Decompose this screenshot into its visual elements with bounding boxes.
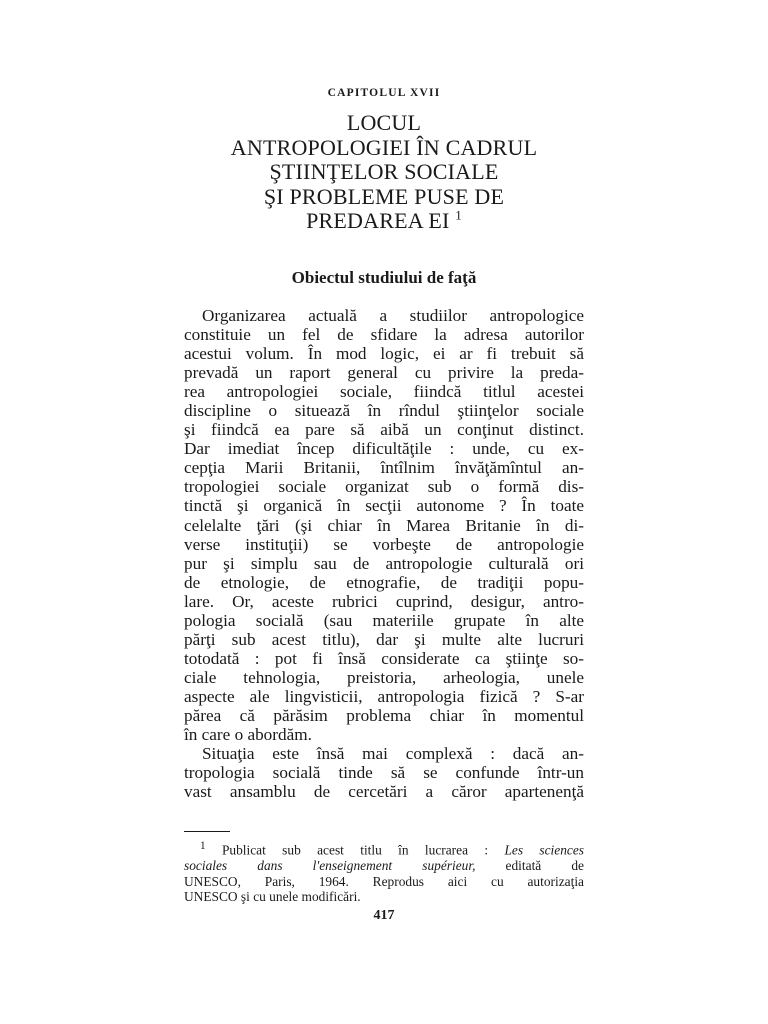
chapter-label: CAPITOLUL XVII	[327, 87, 441, 99]
text-line: verse instituţii) se vorbeşte de antropologie	[184, 534, 584, 554]
footnote-line-3: UNESCO, Paris, 1964. Reprodus aici cu autorizaţia	[184, 873, 584, 889]
text-line: tropologia socială tinde să se confunde într-un	[184, 763, 584, 783]
footnote	[184, 839, 584, 905]
text-line: de etnologie, de etnografie, de tradiţii popu-	[184, 572, 584, 592]
text-line: cepţia Marii Britanii, întîlnim învăţămîntul an-	[184, 458, 584, 478]
title-line-4: ŞI PROBLEME PUSE DE	[263, 183, 505, 209]
footnote-marker: 1	[200, 840, 206, 852]
text-line: Dar imediat încep dificultăţile : unde, cu ex-	[184, 439, 584, 459]
text-line: prevadă un raport general cu privire la preda-	[184, 363, 584, 383]
text-line: tropologiei sociale organizat sub o formă dis-	[184, 477, 584, 497]
text-line: totodată : pot fi însă considerate ca ştiinţe so-	[184, 648, 584, 668]
footnote-line-4: UNESCO şi cu unele modificări.	[184, 889, 361, 905]
paragraph-1	[184, 306, 584, 744]
section-heading: Obiectul studiului de faţă	[291, 268, 477, 287]
title-line-5-text: PREDAREA EI	[306, 208, 450, 233]
text-line: rea antropologiei sociale, fiindcă titlul acestei	[184, 382, 584, 402]
text-line: acestui volum. În mod logic, ei ar fi trebuit să	[184, 344, 584, 364]
text-line: Situaţia este însă mai complexă : dacă an-	[202, 744, 584, 764]
page-number: 417	[373, 908, 395, 923]
footnote-italic-1: Les sciences	[504, 842, 585, 858]
text-line: aspecte ale lingvisticii, antropologia fizică ? S-ar	[184, 686, 584, 706]
paragraph-2	[184, 744, 584, 801]
text-line: discipline o situează în rîndul ştiinţelor sociale	[184, 401, 584, 421]
title-line-3: ŞTIINŢELOR SOCIALE	[269, 159, 499, 184]
body-text	[184, 306, 584, 801]
text-line: în care o abordăm.	[184, 725, 312, 745]
text-line: ciale tehnologia, preistoria, arheologia, unele	[184, 667, 584, 687]
text-line: părţi sub acest titlu), dar şi multe alte lucruri	[184, 629, 584, 649]
footnote-line-2	[184, 858, 584, 874]
text-line: şi fiindcă ea pare să aibă un conţinut distinct.	[184, 420, 584, 440]
text-line: Organizarea actuală a studiilor antropologice	[202, 306, 584, 325]
text-line: constituie un fel de sfidare la adresa autorilor	[184, 325, 584, 345]
text-line: celelalte ţări (şi chiar în Marea Britanie în di-	[184, 515, 584, 535]
footnote-line-1	[184, 839, 584, 858]
text-line: vast ansamblu de cercetări a căror apartenenţă	[184, 782, 584, 802]
text-line: tinctă şi organică în secţii autonome ? În toate	[184, 496, 584, 516]
title-line-5	[0, 209, 768, 234]
chapter-title	[0, 111, 768, 234]
text-line: lare. Or, aceste rubrici cuprind, desigur, antro-	[184, 591, 584, 611]
text-line: pologia socială (sau materiile grupate în alte	[184, 610, 584, 630]
text-line: părea că părăsim problema chiar în momentul	[184, 705, 584, 725]
footnote-divider	[184, 831, 230, 832]
footnote-text-2: editată de	[505, 858, 584, 874]
footnote-text-1: Publicat sub acest titlu în lucrarea :	[221, 842, 489, 858]
text-line: pur şi simplu sau de antropologie culturală ori	[184, 553, 584, 573]
footnote-italic-2: sociales dans l'enseignement supérieur,	[184, 858, 476, 874]
title-line-2: ANTROPOLOGIEI ÎN CADRUL	[230, 134, 538, 160]
title-line-1: LOCUL	[346, 110, 422, 135]
title-footnote-ref: 1	[455, 207, 462, 223]
